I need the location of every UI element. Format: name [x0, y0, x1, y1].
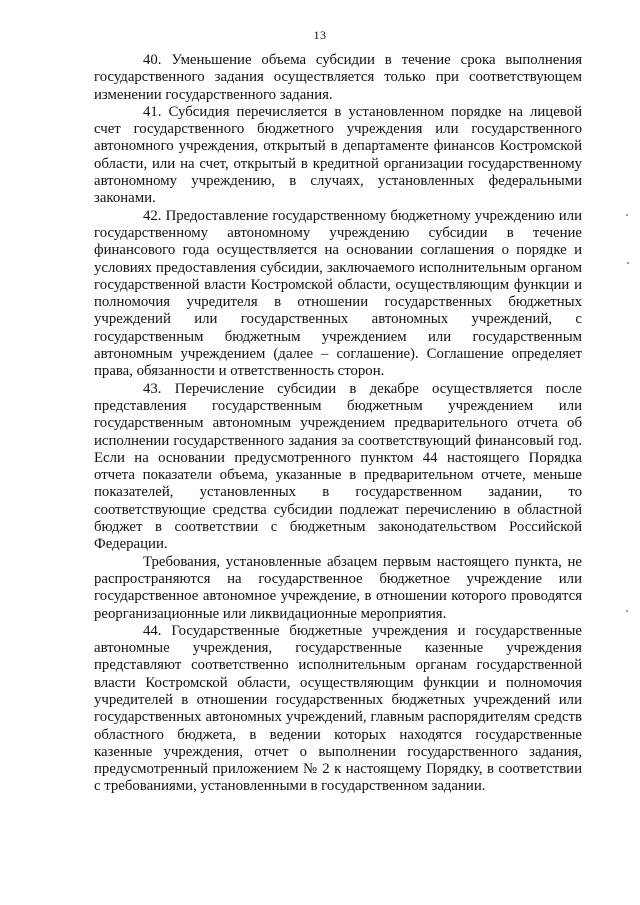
paragraph-43-requirements: Требования, установленные абзацем первым настоящего пункта, не распространяются на государственное бюджетное учреждение или государственное автономное учреждение, в отношении которого проводятся реорганизационные или ликвидационные мероприятия. [94, 553, 582, 622]
body-text [94, 52, 582, 796]
paragraph-42: 42. Предоставление государственному бюджетному учреждению или государственному автономному учреждению субсидии в течение финансового года осуществляется на основании соглашения о порядке и условиях предоставления субсидии, заключаемого исполнительным органом государственной власти Костромской области, осуществляющим функции и полномочия учредителя в отношении государственных бюджетных учреждений или государственных автономных учреждений, с государственным бюджетным учреждением или государственным автономным учреждением (далее – соглашение). Соглашение определяет права, обязанности и ответственность сторон. [94, 207, 582, 380]
page-number: 13 [313, 28, 327, 42]
paragraph-43: 43. Перечисление субсидии в декабре осуществляется после представления государственным бюджетным учреждением или государственным автономным учреждением предварительного отчета об исполнении государственного задания за соответствующий финансовый год. Если на основании предусмотренного пунктом 44 настоящего Порядка отчета показатели объема, указанные в предварительном отчете, меньше показателей, установленных в государственном задании, то соответствующие средства субсидии подлежат перечислению в областной бюджет в соответствии с бюджетным законодательством Российской Федерации. [94, 380, 582, 553]
paragraph-41: 41. Субсидия перечисляется в установленном порядке на лицевой счет государственного бюджетного учреждения или государственного автономного учреждения, открытый в департаменте финансов Костромской области, или на счет, открытый в кредитной организации государственному автономному учреждению, в случаях, установленных федеральными законами. [94, 103, 582, 207]
paragraph-44: 44. Государственные бюджетные учреждения и государственные автономные учреждения, государственные казенные учреждения представляют соответственно исполнительным органам государственной власти Костромской области, осуществляющим функции и полномочия учредителей в отношении государственных бюджетных учреждений или государственных автономных учреждений, главным распорядителям средств областного бюджета, в ведении которых находятся государственные казенные учреждения, отчет о выполнении государственного задания, предусмотренный приложением № 2 к настоящему Порядку, в соответствии с требованиями, установленными в государственном задании. [94, 622, 582, 795]
scan-speck [626, 610, 628, 612]
scan-speck [627, 262, 629, 264]
paragraph-40: 40. Уменьшение объема субсидии в течение срока выполнения государственного задания осуществляется только при соответствующем изменении государственного задания. [94, 52, 582, 103]
scan-speck [626, 214, 628, 216]
